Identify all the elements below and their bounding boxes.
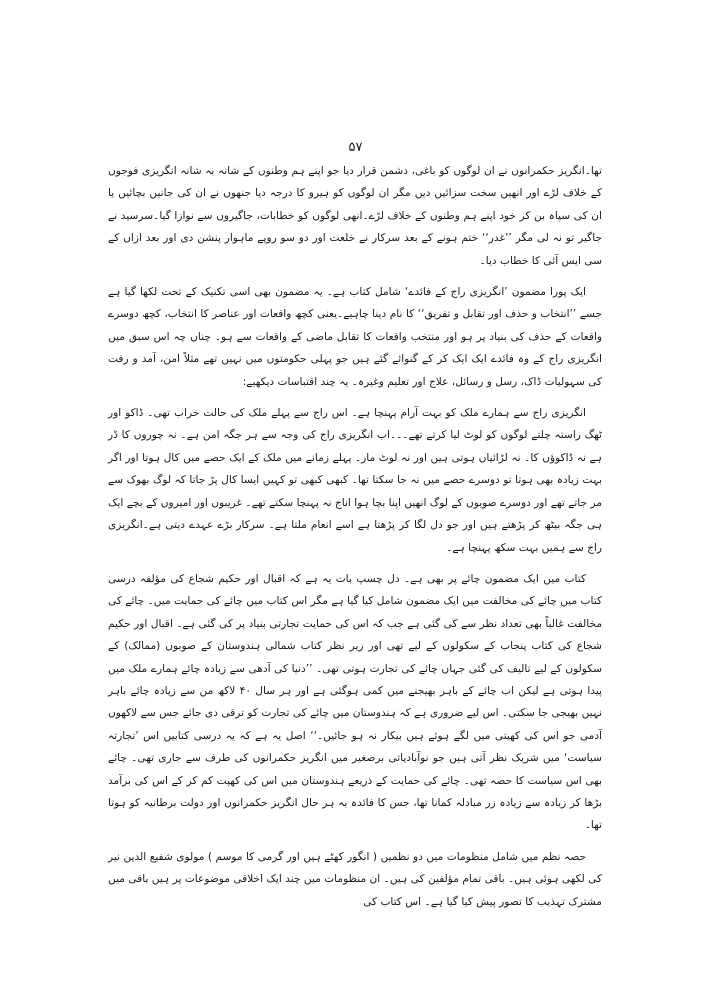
body-text bbox=[108, 160, 602, 922]
paragraph-5: حصہ نظم میں شامل منظومات میں دو نظمیں ( انگور کھٹے ہیں اور گرمی کا موسم ) مولوی شفیع الدین نیر کی لکھی ہوئی ہیں۔ باقی تمام مؤلفین کی ہیں۔ ان منظومات میں چند ایک اخلاقی موضوعات پر ہیں باقی میں مشترک تہذیب کا تصور پیش کیا گیا ہے۔ اس کتاب کی bbox=[108, 850, 602, 908]
paragraph-1: تھا۔انگریز حکمرانوں نے ان لوگوں کو باغی، دشمن قرار دیا جو اپنے ہم وطنوں کے شانہ بہ شانہ انگریزی فوجوں کے خلاف لڑے اور انھیں سخت سزائیں دیں مگر ان لوگوں کو ہیرو کا درجہ دیا جنھوں نے ان کی جانیں بچائیں یا ان کی سپاہ بن کر خود اپنے ہم وطنوں کے خلاف لڑے۔انھی لوگوں کو خطابات، جاگیروں سے نوازا گیا۔سرسید نے جاگیر تو نہ لی مگر ’’غدر‘‘ ختم ہونے کے بعد سرکار نے خلعت اور دو سو روپے ماہوار پنشن دی اور بعد ازاں کے سی ایس آئی کا خطاب دیا۔ bbox=[108, 165, 602, 267]
paragraph-2: ایک پورا مضمون ’انگریزی راج کے فائدے‘ شامل کتاب ہے۔ یہ مضمون بھی اسی تکنیک کے تحت لکھا گیا ہے جسے ’’انتخاب و حذف اور تقابل و تفریق‘‘ کا نام دینا چاہیے۔یعنی کچھ واقعات اور عناصر کا انتخاب، کچھ دوسرے واقعات کے حذف کی بنیاد پر ہو اور منتخب واقعات کا تقابل ماضی کے واقعات سے ہو۔ چناں چہ اس سبق میں انگریزی راج کے وہ فائدے ایک ایک کر کے گنوائے گئے ہیں جو پہلی حکومتوں میں نہیں تھے مثلاً امن، آمد و رفت کی سہولیات ڈاک، رسل و رسائل، علاج اور تعلیم وغیرہ۔ یہ چند اقتباسات دیکھیے: bbox=[108, 286, 602, 388]
paragraph-4: کتاب میں ایک مضمون چائے پر بھی ہے۔ دل چسپ بات یہ ہے کہ اقبال اور حکیم شجاع کی مؤلفہ درسی کتاب میں چائے کی مخالفت میں ایک مضمون شامل کیا گیا ہے مگر اس کتاب میں چائے کی حمایت میں۔ چائے کی مخالفت غالباً بھی تعداد نظر سے کی گئی ہے جب کہ اس کی حمایت تجارتی بنیاد پر کی گئی ہے۔ اقبال اور حکیم شجاع کی کتاب پنجاب کے سکولوں کے لیے تھی اور زیر نظر کتاب شمالی ہندوستان کے صوبوں (ممالک) کے سکولوں کے لیے تالیف کی گئی جہاں چائے کی تجارت ہوتی تھی۔ ’’دنیا کی آدھی سے زیادہ چائے ہمارے ملک میں پیدا ہوتی ہے لیکن اب چائے کے باہر بھیجنے میں کمی ہوگئی ہے اور ہر سال ۴۰ لاکھ من سے زیادہ چائے باہر نہیں بھیجی جا سکتی۔ اس لیے ضروری ہے کہ ہندوستان میں چائے کی تجارت کو ترقی دی جائے جس سے لاکھوں آدمی جو اس کی کھیتی میں لگے ہوئے ہیں بیکار نہ ہو جائیں۔‘‘ اصل یہ ہے کہ یہ درسی کتابیں اس ’تجارتہ سیاست‘ میں شریک نظر آتی ہیں جو نوآبادیاتی برصغیر میں انگریز حکمرانوں کی طرف سے جاری تھی۔ چائے بھی اس سیاست کا حصہ تھی۔ چائے کی حمایت کے ذریعے ہندوستان میں اس کی کھپت کم کر کے اس کی برآمد بڑھا کر زیادہ سے زیادہ زر مبادلہ کمانا تھا، جس کا فائدہ بہ ہر حال انگریز حکمرانوں اور دولت برطانیہ کو ہوتا تھا۔ bbox=[108, 572, 603, 832]
quoted-passage: انگریزی راج سے ہمارے ملک کو بہت آرام پہنچا ہے۔ اس راج سے پہلے ملک کی حالت خراب تھی۔ ڈاکو اور ٹھگ راستہ چلتے لوگوں کو لوٹ لیا کرتے تھے۔۔۔اب انگریزی راج کی وجہ سے ہر جگہ امن ہے۔ نہ چوروں کا ڈر ہے نہ ڈاکوؤں کا۔ نہ لڑائیاں ہوتی ہیں اور نہ لوٹ مار۔ پہلے زمانے میں ملک کے ایک حصے میں کال ہوتا اور اگر بہت زیادہ بھی ہوتا تو دوسرے حصے میں نہ جا سکتا تھا۔ کبھی کبھی تو کہیں ایسا کال پڑ جاتا کہ لوگ بھوک سے مر جاتے تھے اور دوسرے صوبوں کے لوگ انھیں اپنا بچا ہوا اناج نہ پہنچا سکتے تھے۔ غریبوں اور امیروں کے بچے ایک ہی جگہ بیٹھ کر پڑھتے ہیں اور جو دل لگا کر پڑھتا ہے اسے انعام ملتا ہے۔ سرکار بڑے عہدے دیتی ہے۔انگریزی راج سے ہمیں بہت سکھ پہنچا ہے۔ bbox=[108, 407, 602, 554]
page-number: ۵۷ bbox=[348, 140, 363, 155]
